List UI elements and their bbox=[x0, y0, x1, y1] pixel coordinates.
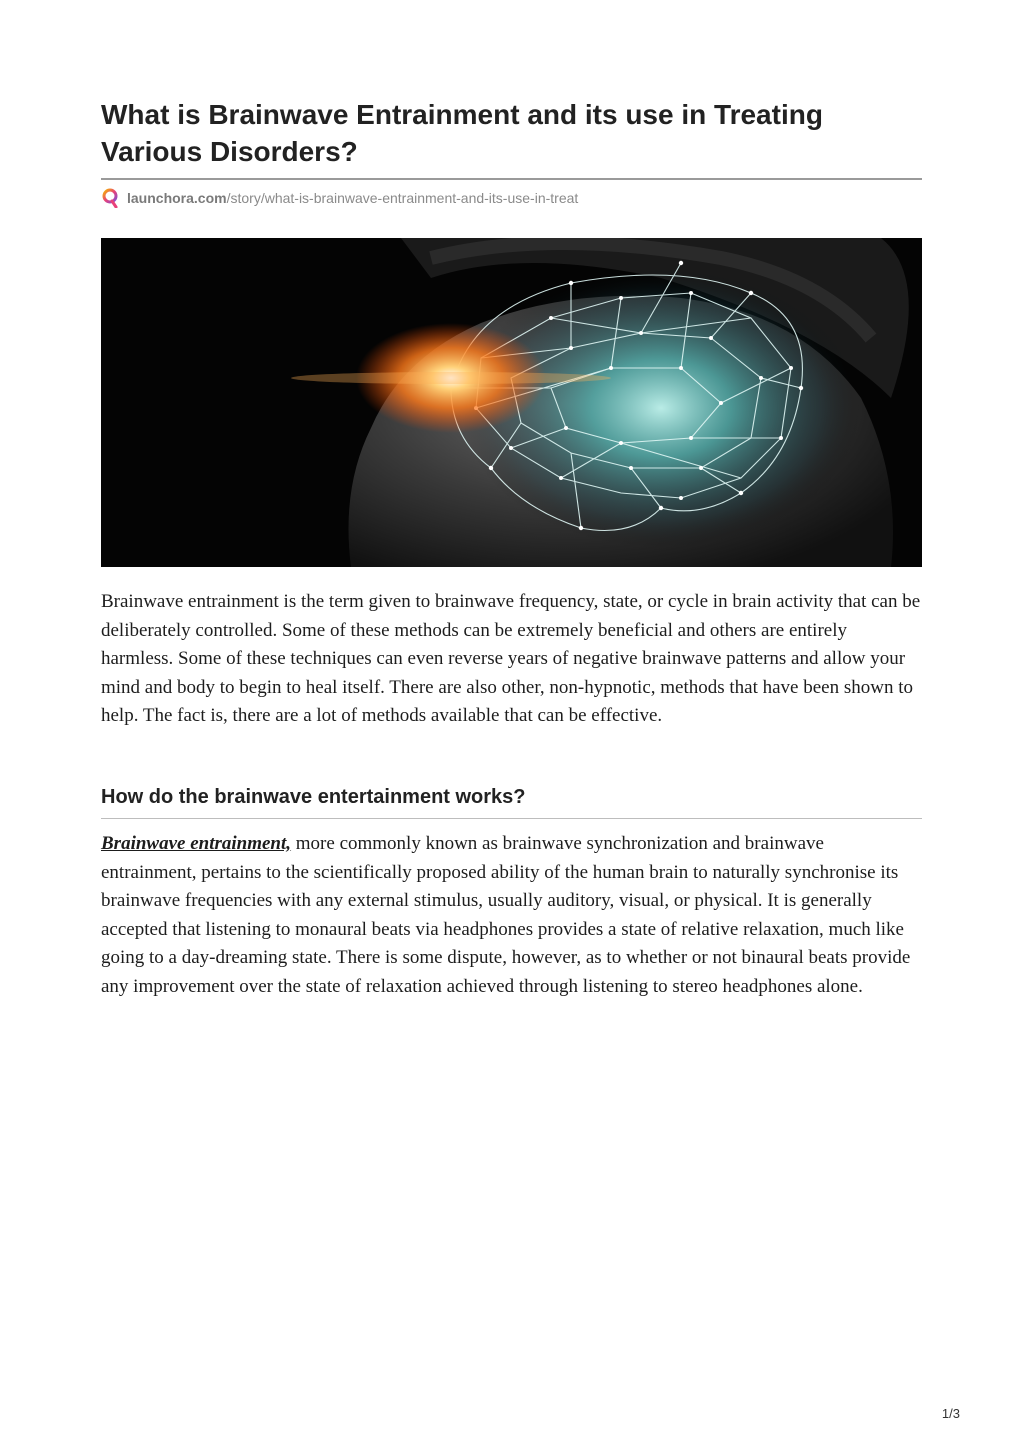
brain-network-illustration bbox=[101, 238, 922, 567]
source-domain: launchora.com bbox=[127, 190, 227, 206]
hero-image bbox=[101, 238, 922, 567]
source-path: /story/what-is-brainwave-entrainment-and-its-use-in-treat bbox=[226, 190, 579, 206]
section-heading: How do the brainwave entertainment works? bbox=[101, 786, 526, 808]
body-paragraph-text: more commonly known as brainwave synchronization and brainwave entrainment, pertains to the scientifically proposed ability of the human brain to naturally synchronise its brainwave frequencies with any external stimulus, usually auditory, visual, or physical. It is generally accepted that listening to monaural beats via headphones provides a state of relative relaxation, much like going to a day-dreaming state. There is some dispute, however, as to whether or not binaural beats provide any improvement over the state of relaxation achieved through listening to stereo headphones alone. bbox=[101, 833, 911, 997]
title-divider bbox=[101, 178, 922, 180]
source-url[interactable] bbox=[101, 188, 578, 208]
article-title: What is Brainwave Entrainment and its use in Treating Various Disorders? bbox=[101, 99, 823, 167]
page-number: 1/3 bbox=[941, 1406, 960, 1421]
launchora-logo-icon bbox=[101, 188, 121, 208]
intro-paragraph: Brainwave entrainment is the term given to brainwave frequency, state, or cycle in brain activity that can be deliberately controlled. Some of these methods can be extremely beneficial and others are entirely harmless. Some of these techniques can even reverse years of negative brainwave patterns and allow your mind and body to begin to heal itself. There are also other, non-hypnotic, methods that have been shown to help. The fact is, there are a lot of methods available that can be effective. bbox=[101, 591, 921, 726]
section-divider bbox=[101, 818, 922, 819]
brainwave-entrainment-link[interactable]: Brainwave entrainment, bbox=[101, 833, 292, 854]
body-paragraph bbox=[101, 830, 922, 1001]
